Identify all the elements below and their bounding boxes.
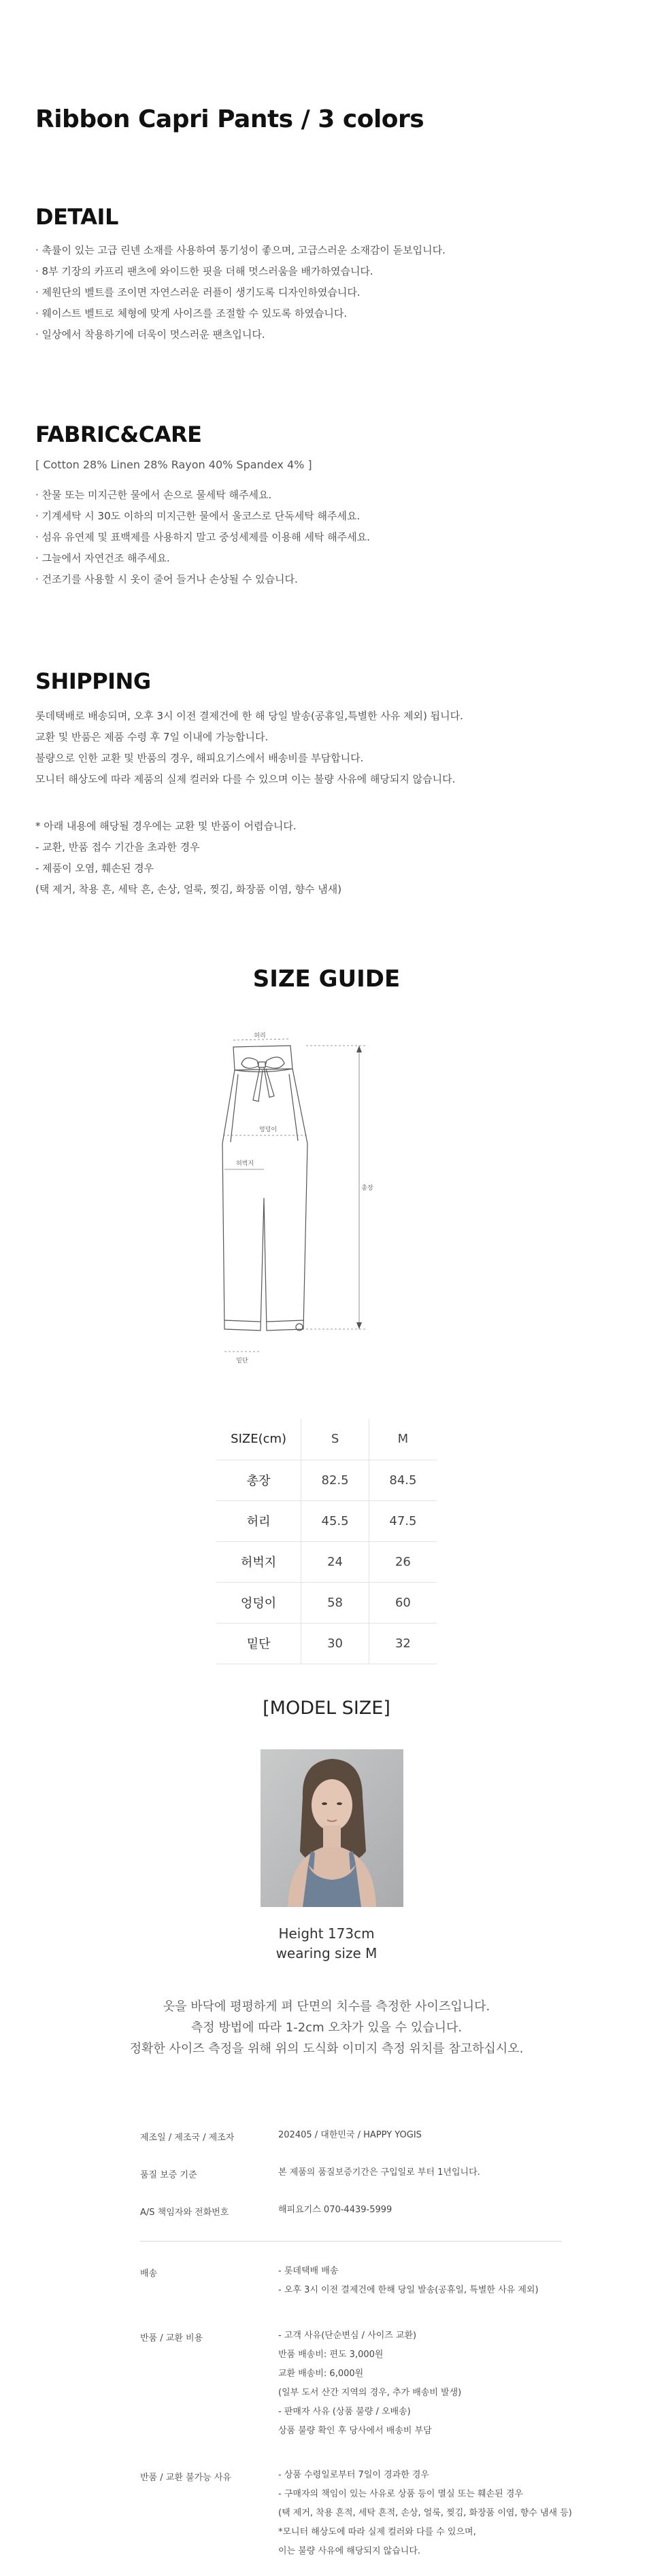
row-value: 58 <box>301 1582 369 1623</box>
ribbon-tail-left <box>253 1067 263 1101</box>
diagram-label-waist: 허리 <box>254 1033 266 1040</box>
row-value: 60 <box>369 1582 437 1623</box>
row-value: 30 <box>301 1623 369 1664</box>
shipping-list <box>35 706 463 790</box>
info-label: 반품 / 교환 불가능 사유 <box>140 2473 231 2483</box>
waistband-shape <box>233 1046 292 1070</box>
diagram-label-hip: 엉덩이 <box>258 1127 278 1133</box>
info-value-line: 이는 불량 사유에 해당되지 않습니다. <box>278 2546 421 2556</box>
care-line: · 건조기를 사용할 시 옷이 줄어 들거나 손상될 수 있습니다. <box>35 573 298 585</box>
size-header-m: M <box>369 1419 437 1460</box>
pants-diagram <box>204 1027 449 1380</box>
fabric-composition: [ Cotton 28% Linen 28% Rayon 40% Spandex 4% ] <box>35 458 312 471</box>
size-table <box>216 1419 437 1664</box>
info-label: A/S 책임자와 전화번호 <box>140 2208 229 2218</box>
detail-list <box>35 240 446 345</box>
info-value <box>278 2163 480 2182</box>
table-row <box>216 1541 437 1582</box>
row-label: 총장 <box>216 1460 301 1500</box>
info-value-line: - 상품 수령일로부터 7일이 경과한 경우 <box>278 2470 429 2480</box>
row-value: 45.5 <box>301 1500 369 1541</box>
diagram-label-thigh: 허벅지 <box>235 1161 254 1167</box>
diagram-label-length: 총장 <box>361 1185 373 1192</box>
row-label: 허벅지 <box>216 1541 301 1582</box>
care-list <box>35 485 370 590</box>
row-label: 허리 <box>216 1500 301 1541</box>
info-value <box>278 2326 461 2441</box>
info-label: 품질 보증 기준 <box>140 2170 197 2180</box>
row-value: 84.5 <box>369 1460 437 1500</box>
diagram-label-hem: 밑단 <box>236 1358 248 1364</box>
detail-heading: DETAIL <box>35 204 118 230</box>
detail-line: · 제원단의 벨트를 조이면 자연스러운 러플이 생기도록 디자인하였습니다. <box>35 286 361 298</box>
info-value-line: - 오후 3시 이전 결제건에 한해 당일 발송(공휴일, 특별한 사유 제외) <box>278 2285 539 2295</box>
row-value: 24 <box>301 1541 369 1582</box>
shipping-line: 불량으로 인한 교환 및 반품의 경우, 해피요기스에서 배송비를 부담합니다. <box>35 752 364 764</box>
page-title: Ribbon Capri Pants / 3 colors <box>35 105 424 133</box>
table-row <box>216 1460 437 1500</box>
info-value <box>278 2201 392 2220</box>
size-header-label: SIZE(cm) <box>216 1419 301 1460</box>
row-value: 32 <box>369 1623 437 1664</box>
info-value-line: 교환 배송비: 6,000원 <box>278 2369 364 2379</box>
model-wearing-size: wearing size M <box>275 1945 378 1961</box>
info-value-line: (일부 도서 산간 지역의 경우, 추가 배송비 발생) <box>278 2388 462 2398</box>
info-value <box>278 2262 539 2300</box>
ribbon-bow-left <box>241 1058 258 1068</box>
info-value-line: - 구매자의 책임이 있는 사유로 상품 등이 멸실 또는 훼손된 경우 <box>278 2489 523 2499</box>
care-line: · 그늘에서 자연건조 해주세요. <box>35 552 170 564</box>
model-caption <box>0 1924 653 1963</box>
row-value: 26 <box>369 1541 437 1582</box>
size-table-header <box>216 1419 437 1460</box>
detail-line: · 8부 기장의 카프리 팬츠에 와이드한 핏을 더해 멋스러움을 배가하였습니다. <box>35 265 373 277</box>
info-label: 반품 / 교환 비용 <box>140 2333 203 2343</box>
model-size-title: [MODEL SIZE] <box>263 1698 390 1719</box>
measure-note-line: 측정 방법에 따라 1-2cm 오차가 있을 수 있습니다. <box>190 2021 463 2035</box>
info-value-line: (택 제거, 착용 흔적, 세탁 흔적, 손상, 얼룩, 찢김, 화장품 이염, 향수 냄새 등) <box>278 2508 572 2518</box>
info-value <box>278 2126 422 2145</box>
row-value: 82.5 <box>301 1460 369 1500</box>
info-value-line: 상품 불량 확인 후 당사에서 배송비 부담 <box>278 2426 432 2436</box>
detail-line: · 웨이스트 벨트로 체형에 맞게 사이즈를 조절할 수 있도록 하였습니다. <box>35 307 348 320</box>
pants-outline <box>222 1069 307 1330</box>
exception-line: (택 제거, 착용 흔, 세탁 흔, 손상, 얼룩, 찢김, 화장품 이염, 향수 냄새) <box>35 883 342 895</box>
shipping-heading: SHIPPING <box>35 668 151 694</box>
info-value-line: 해피요기스 070-4439-5999 <box>278 2205 392 2215</box>
row-label: 밑단 <box>216 1623 301 1664</box>
shipping-line: 모니터 해상도에 따라 제품의 실제 컬러와 다를 수 있으며 이는 불량 사유에 해당되지 않습니다. <box>35 773 456 785</box>
info-value <box>278 2466 572 2561</box>
info-value-line: - 롯데택배 배송 <box>278 2266 339 2276</box>
exception-line: - 제품이 오염, 훼손된 경우 <box>35 862 154 874</box>
info-value-line: - 고객 사유(단순변심 / 사이즈 교환) <box>278 2331 417 2341</box>
info-divider <box>140 2241 562 2242</box>
table-row <box>216 1500 437 1541</box>
exception-line: * 아래 내용에 해당될 경우에는 교환 및 반품이 어렵습니다. <box>35 820 297 832</box>
care-line: · 찬물 또는 미지근한 물에서 손으로 물세탁 해주세요. <box>35 489 272 501</box>
info-label: 제조일 / 제조국 / 제조자 <box>140 2133 235 2143</box>
table-row <box>216 1582 437 1623</box>
model-photo <box>261 1749 403 1907</box>
care-line: · 섬유 유연제 및 표백제를 사용하지 말고 중성세제를 이용해 세탁 해주세요. <box>35 531 370 543</box>
info-value-line: *모니터 해상도에 따라 실제 컬러와 다를 수 있으며, <box>278 2527 476 2537</box>
info-value-line: 본 제품의 품질보증기간은 구입일로 부터 1년입니다. <box>278 2167 480 2178</box>
info-value-line: 202405 / 대한민국 / HAPPY YOGIS <box>278 2130 422 2140</box>
table-row <box>216 1623 437 1664</box>
care-line: · 기계세탁 시 30도 이하의 미지근한 물에서 울코스로 단독세탁 해주세요. <box>35 510 361 522</box>
fabric-heading: FABRIC&CARE <box>35 422 202 447</box>
shipping-line: 교환 및 반품은 제품 수령 후 7일 이내에 가능합니다. <box>35 731 269 743</box>
exception-line: - 교환, 반품 접수 기간을 초과한 경우 <box>35 841 200 853</box>
detail-line: · 일상에서 착용하기에 더욱이 멋스러운 팬츠입니다. <box>35 328 265 341</box>
detail-line: · 촉률이 있는 고급 린넨 소재를 사용하여 통기성이 좋으며, 고급스러운 소재감이 돋보입니다. <box>35 244 446 256</box>
ribbon-bow-right <box>265 1057 284 1068</box>
info-label: 배송 <box>140 2269 158 2279</box>
measure-note-line: 정확한 사이즈 측정을 위해 위의 도식화 이미지 측정 위치를 참고하십시오. <box>129 2042 524 2056</box>
size-guide-title: SIZE GUIDE <box>252 965 401 993</box>
measure-note-line: 옷을 바닥에 평평하게 펴 단면의 치수를 측정한 사이즈입니다. <box>163 1999 490 2014</box>
info-value-line: - 판매자 사유 (상품 불량 / 오배송) <box>278 2407 411 2417</box>
info-value-line: 반품 배송비: 편도 3,000원 <box>278 2350 384 2360</box>
size-header-s: S <box>301 1419 369 1460</box>
shipping-exceptions <box>35 816 341 900</box>
model-height: Height 173cm <box>278 1925 375 1942</box>
row-label: 엉덩이 <box>216 1582 301 1623</box>
row-value: 47.5 <box>369 1500 437 1541</box>
measure-note <box>0 1996 653 2059</box>
shipping-line: 롯데택배로 배송되며, 오후 3시 이전 결제건에 한 해 당일 발송(공휴일,특별한 사유 제외) 됩니다. <box>35 710 463 722</box>
